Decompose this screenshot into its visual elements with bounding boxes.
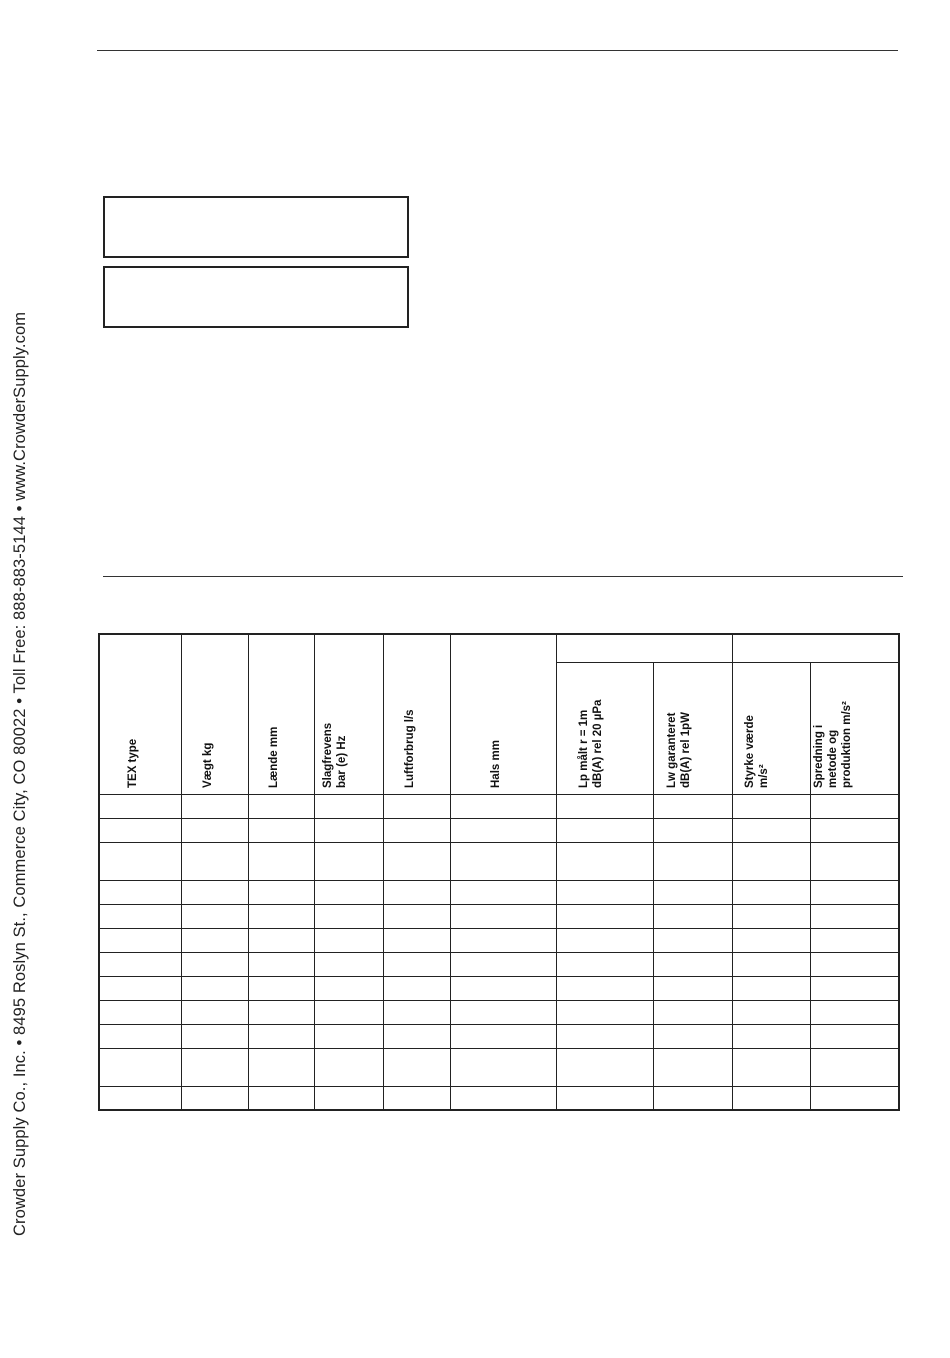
table-cell: [732, 952, 810, 976]
table-row: [99, 976, 899, 1000]
table-cell: [810, 1048, 899, 1086]
table-cell: [99, 928, 181, 952]
table-cell: [383, 794, 450, 818]
header-group-vibration: [732, 634, 899, 662]
table-cell: [181, 976, 248, 1000]
header-weight: Vægt kg: [181, 634, 248, 794]
table-cell: [99, 880, 181, 904]
table-cell: [732, 976, 810, 1000]
table-cell: [556, 842, 653, 880]
table-cell: [248, 818, 314, 842]
table-cell: [99, 1086, 181, 1110]
table-cell: [383, 1086, 450, 1110]
table-cell: [383, 1048, 450, 1086]
table-cell: [314, 1000, 383, 1024]
table-cell: [732, 818, 810, 842]
table-cell: [383, 928, 450, 952]
table-cell: [99, 794, 181, 818]
table-cell: [653, 1024, 732, 1048]
table-cell: [99, 1048, 181, 1086]
table-cell: [314, 976, 383, 1000]
header-air-consumption: Luftforbrug l/s: [383, 634, 450, 794]
table-row: [99, 952, 899, 976]
table-cell: [248, 1086, 314, 1110]
table-cell: [732, 1000, 810, 1024]
table-cell: [450, 1000, 556, 1024]
table-cell: [248, 976, 314, 1000]
table-cell: [181, 928, 248, 952]
table-cell: [810, 842, 899, 880]
table-cell: [99, 952, 181, 976]
table-cell: [181, 952, 248, 976]
table-cell: [556, 1048, 653, 1086]
table-cell: [99, 904, 181, 928]
table-cell: [810, 952, 899, 976]
table-cell: [810, 1000, 899, 1024]
table-cell: [732, 842, 810, 880]
table-cell: [383, 1000, 450, 1024]
header-strength-value: Styrke værde m/s²: [732, 662, 810, 794]
table-cell: [450, 1048, 556, 1086]
table-cell: [810, 880, 899, 904]
table-cell: [181, 842, 248, 880]
header-tex-type: TEX type: [99, 634, 181, 794]
table-cell: [810, 904, 899, 928]
table-cell: [248, 1024, 314, 1048]
table-row: [99, 928, 899, 952]
table-row: [99, 1000, 899, 1024]
table-cell: [653, 842, 732, 880]
table-cell: [450, 1024, 556, 1048]
table-cell: [732, 1024, 810, 1048]
table-cell: [314, 1048, 383, 1086]
table-cell: [810, 928, 899, 952]
table-cell: [314, 880, 383, 904]
table-cell: [556, 880, 653, 904]
blank-box-2: [103, 266, 409, 328]
table-cell: [248, 952, 314, 976]
table-cell: [810, 1086, 899, 1110]
table-cell: [383, 976, 450, 1000]
header-impact-frequency: Slagfrevens bar (e) Hz: [314, 634, 383, 794]
table-cell: [181, 1024, 248, 1048]
table-cell: [248, 1048, 314, 1086]
table-cell: [248, 794, 314, 818]
table-cell: [653, 928, 732, 952]
table-row: [99, 818, 899, 842]
table-cell: [248, 904, 314, 928]
table-cell: [653, 976, 732, 1000]
spec-table: [98, 633, 900, 1111]
table-cell: [810, 794, 899, 818]
table-cell: [181, 818, 248, 842]
table-row: [99, 842, 899, 880]
table-cell: [99, 842, 181, 880]
table-cell: [181, 880, 248, 904]
table-cell: [450, 976, 556, 1000]
header-group-noise: [556, 634, 732, 662]
table-row: [99, 794, 899, 818]
table-cell: [314, 842, 383, 880]
table-cell: [556, 1000, 653, 1024]
section-rule: [103, 576, 903, 577]
table-cell: [314, 904, 383, 928]
table-cell: [314, 818, 383, 842]
table-cell: [653, 1000, 732, 1024]
header-lw-guaranteed: Lw garanteret dB(A) rel 1pW: [653, 662, 732, 794]
table-cell: [248, 842, 314, 880]
header-length: Lænde mm: [248, 634, 314, 794]
table-cell: [556, 952, 653, 976]
table-cell: [181, 1086, 248, 1110]
table-cell: [653, 1086, 732, 1110]
table-cell: [556, 1086, 653, 1110]
table-cell: [314, 952, 383, 976]
table-cell: [450, 794, 556, 818]
table-row: [99, 1024, 899, 1048]
table-cell: [181, 1000, 248, 1024]
table-cell: [732, 794, 810, 818]
table-cell: [314, 1086, 383, 1110]
table-cell: [450, 928, 556, 952]
table-cell: [732, 1048, 810, 1086]
header-spread: Spredning i metode og produktion m/s²: [810, 662, 899, 794]
table-cell: [653, 794, 732, 818]
table-cell: [450, 842, 556, 880]
table-cell: [450, 952, 556, 976]
table-cell: [653, 880, 732, 904]
table-body: [99, 794, 899, 1110]
table-cell: [450, 818, 556, 842]
table-cell: [450, 904, 556, 928]
table-cell: [383, 904, 450, 928]
table-cell: [248, 928, 314, 952]
table-cell: [181, 1048, 248, 1086]
table-cell: [810, 818, 899, 842]
table-cell: [810, 1024, 899, 1048]
table-cell: [383, 952, 450, 976]
table-cell: [314, 928, 383, 952]
table-cell: [653, 952, 732, 976]
table-row: [99, 880, 899, 904]
table-cell: [556, 904, 653, 928]
table-cell: [383, 1024, 450, 1048]
table-cell: [383, 842, 450, 880]
table-cell: [99, 1024, 181, 1048]
table-cell: [556, 928, 653, 952]
table-cell: [732, 880, 810, 904]
table-row: [99, 904, 899, 928]
table-cell: [450, 880, 556, 904]
table-group-header-row: [99, 634, 899, 662]
table-cell: [314, 794, 383, 818]
table-cell: [732, 1086, 810, 1110]
table-cell: [556, 1024, 653, 1048]
table-cell: [810, 976, 899, 1000]
table-cell: [248, 1000, 314, 1024]
table-cell: [314, 1024, 383, 1048]
table-cell: [653, 818, 732, 842]
vendor-sidebar-text: Crowder Supply Co., Inc. • 8495 Roslyn St., Commerce City, CO 80022 • Toll Free: 888-883-5144 • www.CrowderSupply.com: [11, 311, 29, 1236]
table-cell: [556, 794, 653, 818]
table-cell: [653, 1048, 732, 1086]
table-cell: [248, 880, 314, 904]
table-cell: [450, 1086, 556, 1110]
table-cell: [383, 880, 450, 904]
table-cell: [653, 904, 732, 928]
blank-box-1: [103, 196, 409, 258]
table-cell: [181, 904, 248, 928]
table-cell: [383, 818, 450, 842]
table-row: [99, 1048, 899, 1086]
table-cell: [732, 928, 810, 952]
table-cell: [99, 976, 181, 1000]
header-neck: Hals mm: [450, 634, 556, 794]
table-cell: [99, 1000, 181, 1024]
table-row: [99, 1086, 899, 1110]
table-cell: [99, 818, 181, 842]
top-rule: [97, 50, 898, 51]
table-cell: [556, 818, 653, 842]
header-lp-measured: Lp målt r = 1m dB(A) rel 20 µPa: [556, 662, 653, 794]
table-cell: [181, 794, 248, 818]
table-cell: [556, 976, 653, 1000]
table-cell: [732, 904, 810, 928]
